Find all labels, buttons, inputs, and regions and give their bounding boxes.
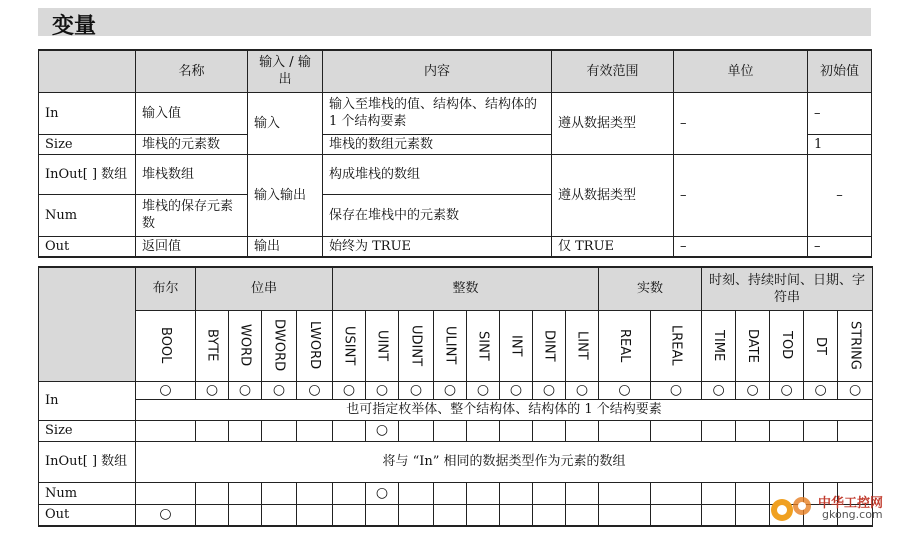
row-size-uint-cell: ○ xyxy=(366,420,399,441)
var-num: Num xyxy=(39,194,136,236)
row-size-udint-cell xyxy=(399,420,434,441)
matrix-corner xyxy=(39,267,136,381)
matrix-var-in: In xyxy=(39,381,136,420)
row-num-udint-cell xyxy=(399,482,434,504)
datatype-table xyxy=(38,266,873,527)
name-out: 返回值 xyxy=(136,236,248,257)
range-out: 仅 TRUE xyxy=(552,236,674,257)
unit-in: – xyxy=(674,92,808,154)
init-out: – xyxy=(808,236,872,257)
content-size: 堆栈的数组元素数 xyxy=(323,134,552,154)
row-size-ulint-cell xyxy=(434,420,467,441)
type-date: DATE xyxy=(736,310,770,381)
row-num-ulint-cell xyxy=(434,482,467,504)
row-in-byte-cell: ○ xyxy=(196,381,229,399)
row-size-int-cell xyxy=(500,420,533,441)
gear-icon xyxy=(766,492,816,526)
range-inout: 遵从数据类型 xyxy=(552,154,674,236)
type-udint: UDINT xyxy=(399,310,434,381)
row-size-dword-cell xyxy=(262,420,297,441)
row-in-tod-cell: ○ xyxy=(770,381,804,399)
name-num: 堆栈的保存元素数 xyxy=(136,194,248,236)
row-num-time-cell xyxy=(702,482,736,504)
matrix-var-num: Num xyxy=(39,482,136,504)
init-size: 1 xyxy=(808,134,872,154)
row-num-dint-cell xyxy=(533,482,566,504)
group-integer: 整数 xyxy=(333,267,599,310)
io-in: 输入 xyxy=(248,92,323,154)
row-size-real-cell xyxy=(599,420,651,441)
row-out-lword-cell xyxy=(297,504,333,526)
row-size-lreal-cell xyxy=(651,420,702,441)
type-bool: BOOL xyxy=(136,310,196,381)
row-in-dt-cell: ○ xyxy=(804,381,838,399)
watermark-line2: gkong.com xyxy=(822,508,883,521)
row-num-dword-cell xyxy=(262,482,297,504)
row-in-ulint-cell: ○ xyxy=(434,381,467,399)
type-dword: DWORD xyxy=(262,310,297,381)
row-num-sint-cell xyxy=(467,482,500,504)
row-size-tod-cell xyxy=(770,420,804,441)
row-in-int-cell: ○ xyxy=(500,381,533,399)
row-in-uint-cell: ○ xyxy=(366,381,399,399)
row-out-ulint-cell xyxy=(434,504,467,526)
row-num-date-cell xyxy=(736,482,770,504)
row-out-word-cell xyxy=(229,504,262,526)
row-size-dint-cell xyxy=(533,420,566,441)
row-in-time-cell: ○ xyxy=(702,381,736,399)
row-out-byte-cell xyxy=(196,504,229,526)
watermark-logo xyxy=(766,492,896,526)
group-time-string: 时刻、持续时间、日期、字符串 xyxy=(702,267,873,310)
content-out: 始终为 TRUE xyxy=(323,236,552,257)
row-out-bool-cell: ○ xyxy=(136,504,196,526)
group-bool: 布尔 xyxy=(136,267,196,310)
type-lword: LWORD xyxy=(297,310,333,381)
note-in: 也可指定枚举体、整个结构体、结构体的 1 个结构要素 xyxy=(136,399,873,420)
row-out-int-cell xyxy=(500,504,533,526)
row-num-lint-cell xyxy=(566,482,599,504)
row-out-time-cell xyxy=(702,504,736,526)
row-size-lword-cell xyxy=(297,420,333,441)
header-unit: 单位 xyxy=(674,50,808,92)
type-dint: DINT xyxy=(533,310,566,381)
row-size-sint-cell xyxy=(467,420,500,441)
type-usint: USINT xyxy=(333,310,366,381)
row-num-usint-cell xyxy=(333,482,366,504)
type-string: STRING xyxy=(838,310,873,381)
header-range: 有效范围 xyxy=(552,50,674,92)
content-inout: 构成堆栈的数组 xyxy=(323,154,552,194)
row-in-lword-cell: ○ xyxy=(297,381,333,399)
row-in-date-cell: ○ xyxy=(736,381,770,399)
var-inout: InOut[ ] 数组 xyxy=(39,154,136,194)
row-out-udint-cell xyxy=(399,504,434,526)
name-size: 堆栈的元素数 xyxy=(136,134,248,154)
row-size-byte-cell xyxy=(196,420,229,441)
row-in-dword-cell: ○ xyxy=(262,381,297,399)
row-out-uint-cell xyxy=(366,504,399,526)
row-size-bool-cell xyxy=(136,420,196,441)
row-out-dint-cell xyxy=(533,504,566,526)
row-size-dt-cell xyxy=(804,420,838,441)
row-size-string-cell xyxy=(838,420,873,441)
init-inout: – xyxy=(808,154,872,236)
group-bitstring: 位串 xyxy=(196,267,333,310)
row-in-lreal-cell: ○ xyxy=(651,381,702,399)
name-inout: 堆栈数组 xyxy=(136,154,248,194)
row-in-real-cell: ○ xyxy=(599,381,651,399)
type-word: WORD xyxy=(229,310,262,381)
type-real: REAL xyxy=(599,310,651,381)
row-in-bool-cell: ○ xyxy=(136,381,196,399)
type-ulint: ULINT xyxy=(434,310,467,381)
group-real: 实数 xyxy=(599,267,702,310)
var-out: Out xyxy=(39,236,136,257)
row-out-dword-cell xyxy=(262,504,297,526)
row-num-int-cell xyxy=(500,482,533,504)
row-size-lint-cell xyxy=(566,420,599,441)
row-num-lword-cell xyxy=(297,482,333,504)
header-blank xyxy=(39,50,136,92)
header-name: 名称 xyxy=(136,50,248,92)
variables-table xyxy=(38,49,872,258)
type-dt: DT xyxy=(804,310,838,381)
row-in-dint-cell: ○ xyxy=(533,381,566,399)
io-inout: 输入输出 xyxy=(248,154,323,236)
row-num-lreal-cell xyxy=(651,482,702,504)
name-in: 输入值 xyxy=(136,92,248,134)
type-byte: BYTE xyxy=(196,310,229,381)
row-out-lint-cell xyxy=(566,504,599,526)
note-inout: 将与 “In” 相同的数据类型作为元素的数组 xyxy=(136,441,873,482)
row-size-usint-cell xyxy=(333,420,366,441)
row-out-usint-cell xyxy=(333,504,366,526)
row-out-date-cell xyxy=(736,504,770,526)
var-size: Size xyxy=(39,134,136,154)
row-size-time-cell xyxy=(702,420,736,441)
row-out-real-cell xyxy=(599,504,651,526)
matrix-var-out: Out xyxy=(39,504,136,526)
header-initial: 初始值 xyxy=(808,50,872,92)
row-out-sint-cell xyxy=(467,504,500,526)
row-in-lint-cell: ○ xyxy=(566,381,599,399)
row-in-usint-cell: ○ xyxy=(333,381,366,399)
watermark-line1: 中华工控网 xyxy=(818,496,884,511)
row-in-word-cell: ○ xyxy=(229,381,262,399)
row-num-real-cell xyxy=(599,482,651,504)
row-size-date-cell xyxy=(736,420,770,441)
row-out-lreal-cell xyxy=(651,504,702,526)
unit-inout: – xyxy=(674,154,808,236)
content-num: 保存在堆栈中的元素数 xyxy=(323,194,552,236)
type-lint: LINT xyxy=(566,310,599,381)
type-lreal: LREAL xyxy=(651,310,702,381)
var-in: In xyxy=(39,92,136,134)
header-io: 输入 / 输出 xyxy=(248,50,323,92)
header-content: 内容 xyxy=(323,50,552,92)
unit-out: – xyxy=(674,236,808,257)
matrix-var-inout: InOut[ ] 数组 xyxy=(39,441,136,482)
type-uint: UINT xyxy=(366,310,399,381)
section-title: 变量 xyxy=(52,14,97,39)
type-time: TIME xyxy=(702,310,736,381)
io-out: 输出 xyxy=(248,236,323,257)
range-in: 遵从数据类型 xyxy=(552,92,674,154)
row-in-string-cell: ○ xyxy=(838,381,873,399)
init-in: – xyxy=(808,92,872,134)
row-size-word-cell xyxy=(229,420,262,441)
type-tod: TOD xyxy=(770,310,804,381)
row-num-word-cell xyxy=(229,482,262,504)
row-num-byte-cell xyxy=(196,482,229,504)
content-in: 输入至堆栈的值、结构体、结构体的 1 个结构要素 xyxy=(323,92,552,134)
matrix-var-size: Size xyxy=(39,420,136,441)
type-sint: SINT xyxy=(467,310,500,381)
row-num-bool-cell xyxy=(136,482,196,504)
row-in-udint-cell: ○ xyxy=(399,381,434,399)
row-num-uint-cell: ○ xyxy=(366,482,399,504)
section-title-bar xyxy=(38,8,871,39)
row-in-sint-cell: ○ xyxy=(467,381,500,399)
type-int: INT xyxy=(500,310,533,381)
